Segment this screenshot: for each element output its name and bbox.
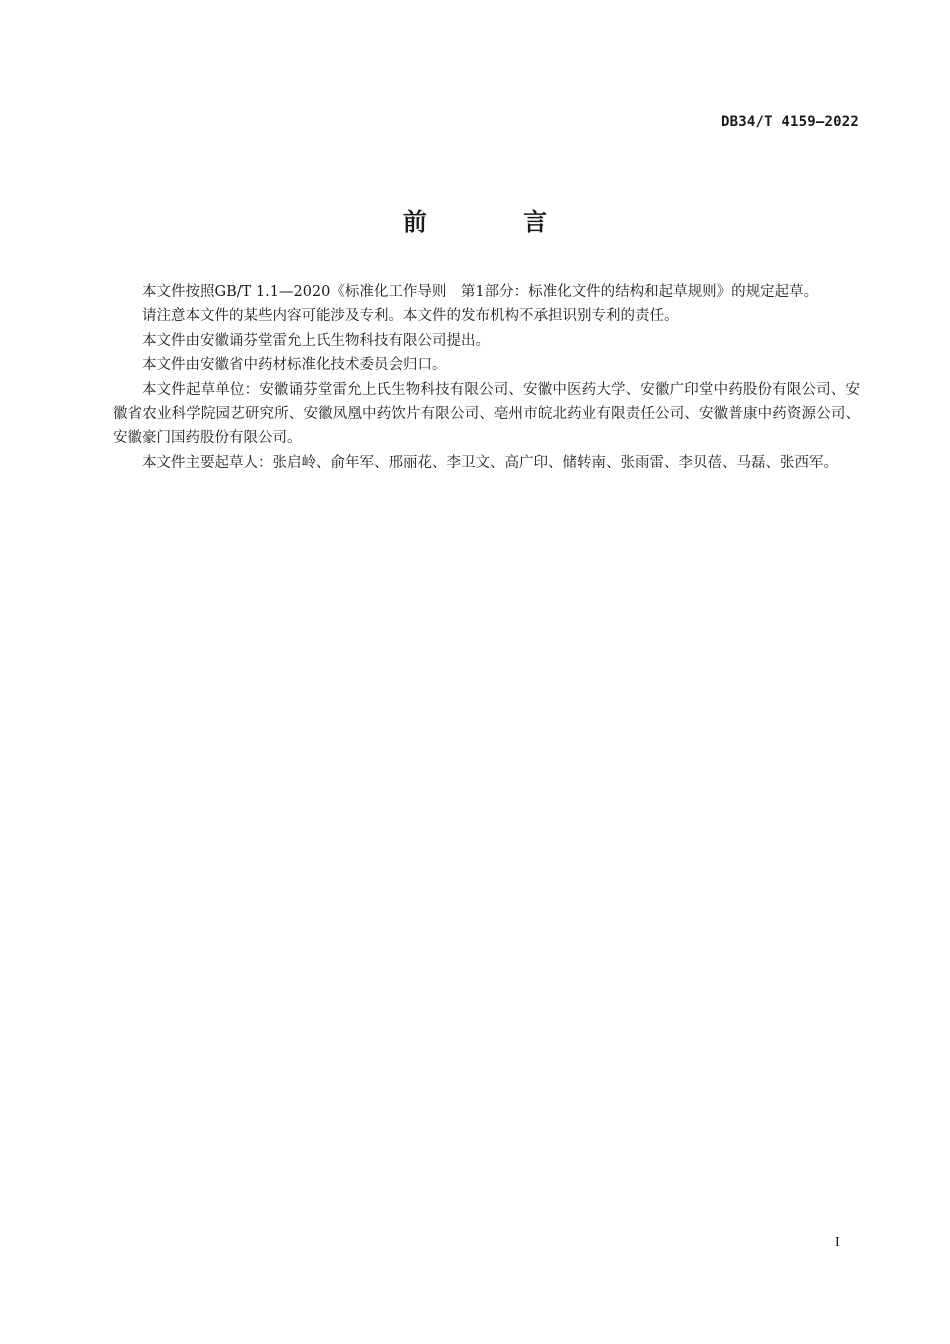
paragraph-centralized-by: 本文件由安徽省中药材标准化技术委员会归口。 bbox=[142, 357, 447, 374]
paragraph-patent-notice: 请注意本文件的某些内容可能涉及专利。本文件的发布机构不承担识别专利的责任。 bbox=[142, 308, 679, 325]
paragraph-main-drafters: 本文件主要起草人：张启岭、俞年军、邢丽花、李卫文、高广印、储转南、张雨雷、李贝蓓、马磊、张西军。 bbox=[142, 454, 838, 471]
paragraph-drafting-rules: 本文件按照GB/T 1.1—2020《标准化工作导则 第1部分：标准化文件的结构和起草规则》的规定起草。 bbox=[142, 284, 819, 300]
page-title: 前 言 bbox=[402, 208, 592, 236]
paragraph-drafting-units: 本文件起草单位：安徽诵芬堂雷允上氏生物科技有限公司、安徽中医药大学、安徽广印堂中药股份有限公司、安徽省农业科学院园艺研究所、安徽凤凰中药饮片有限公司、亳州市皖北药业有限责任公司、安徽普康中药资源公司、安徽豪门国药股份有限公司。 bbox=[113, 381, 860, 447]
page-number: I bbox=[835, 1235, 840, 1250]
preface-body bbox=[113, 280, 860, 475]
document-code: DB34/T 4159—2022 bbox=[720, 114, 859, 130]
paragraph-proposer: 本文件由安徽诵芬堂雷允上氏生物科技有限公司提出。 bbox=[142, 332, 490, 349]
